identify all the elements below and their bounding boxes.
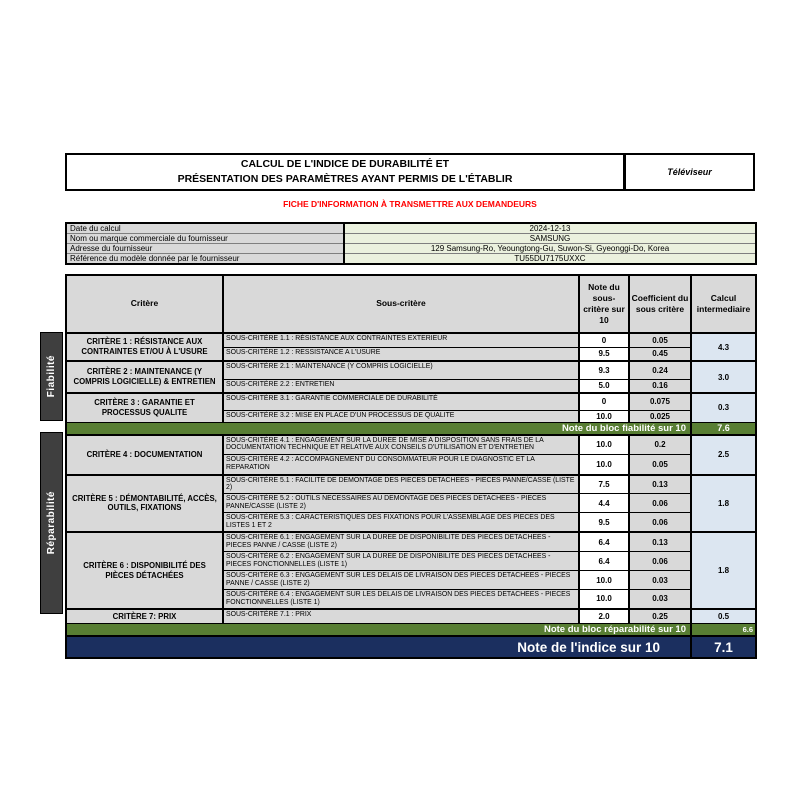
subcriterion-cell: SOUS-CRITÈRE 6.4 : ENGAGEMENT SUR LES DELAIS DE LIVRAISON DES PIECES DETACHEES - PIECES FONCTIONNELLES (LISTE 1) [223,590,579,609]
header-criterion: Critère [66,275,223,333]
page-title-line1: CALCUL DE L'INDICE DE DURABILITÉ ET [240,158,450,170]
coef-cell: 0.025 [629,410,691,422]
page-title [65,153,625,191]
info-label: Date du calcul [66,223,344,234]
info-label: Référence du modèle donnée par le fournisseur [66,254,344,265]
header-subcriterion: Sous-critère [223,275,579,333]
table-row [66,361,756,379]
reparabilite-band-value: 6.6 [691,624,756,637]
score-cell: 10.0 [579,455,629,475]
score-cell: 0 [579,333,629,347]
total-index-label: Note de l'indice sur 10 [66,636,691,658]
info-row-model-ref [66,254,756,265]
subcriterion-cell: SOUS-CRITÈRE 6.1 : ENGAGEMENT SUR LA DUREE DE DISPONIBILITE DES PIECES DETACHEES - PIECES PANNE / CASSE (LISTE 2) [223,532,579,551]
calc-cell: 1.8 [691,475,756,533]
table-row [66,532,756,551]
title-row [65,153,755,191]
coef-cell: 0.03 [629,590,691,609]
table-row [66,435,756,455]
criterion-cell: CRITÈRE 5 : DÉMONTABILITÉ, ACCÈS, OUTILS, FIXATIONS [66,475,223,533]
calc-cell: 1.8 [691,532,756,609]
score-cell: 2.0 [579,609,629,624]
subcriterion-cell: SOUS-CRITÈRE 3.1 : GARANTIE COMMERCIALE DE DURABILITÉ [223,393,579,410]
calc-cell: 2.5 [691,435,756,475]
device-label: Téléviseur [625,153,755,191]
subcriterion-cell: SOUS-CRITÈRE 7.1 : PRIX [223,609,579,624]
fiabilite-score-band [66,422,756,435]
info-value: SAMSUNG [344,234,756,244]
header-score: Note du sous-critère sur 10 [579,275,629,333]
score-cell: 4.4 [579,494,629,513]
coef-cell: 0.2 [629,435,691,455]
info-row-date [66,223,756,234]
coef-cell: 0.16 [629,379,691,393]
criterion-cell: CRITÈRE 7: PRIX [66,609,223,624]
criterion-cell: CRITÈRE 2 : MAINTENANCE (Y COMPRIS LOGICIELLE) & ENTRETIEN [66,361,223,393]
table-row [66,475,756,494]
fiabilite-block-bar [40,332,63,421]
coef-cell: 0.075 [629,393,691,410]
score-cell: 5.0 [579,379,629,393]
coef-cell: 0.13 [629,532,691,551]
fiabilite-band-label: Note du bloc fiabilité sur 10 [66,422,691,435]
reparabilite-score-band [66,624,756,637]
page-title-line2: PRÉSENTATION DES PARAMÈTRES AYANT PERMIS DE L'ÉTABLIR [177,173,513,186]
score-cell: 10.0 [579,435,629,455]
criterion-cell: CRITÈRE 4 : DOCUMENTATION [66,435,223,475]
coef-cell: 0.24 [629,361,691,379]
info-value: 2024-12-13 [344,223,756,234]
coef-cell: 0.25 [629,609,691,624]
table-row [66,393,756,410]
info-row-brand [66,234,756,244]
score-cell: 10.0 [579,410,629,422]
score-cell: 9.5 [579,347,629,361]
subtitle: FICHE D'INFORMATION À TRANSMETTRE AUX DEMANDEURS [283,199,537,209]
score-cell: 0 [579,393,629,410]
criterion-cell: CRITÈRE 3 : GARANTIE ET PROCESSUS QUALITE [66,393,223,422]
subcriterion-cell: SOUS-CRITÈRE 3.2 : MISE EN PLACE D'UN PROCESSUS DE QUALITE [223,410,579,422]
calc-cell: 0.5 [691,609,756,624]
score-cell: 7.5 [579,475,629,494]
score-cell: 9.5 [579,513,629,532]
table-row [66,609,756,624]
subcriterion-cell: SOUS-CRITÈRE 5.2 : OUTILS NECESSAIRES AU DEMONTAGE DES PIECES DETACHEES - PIECES PANNE/CASSE (LISTE 2) [223,494,579,513]
calc-cell: 4.3 [691,333,756,361]
reparabilite-band-label: Note du bloc réparabilité sur 10 [66,624,691,637]
score-cell: 6.4 [579,552,629,571]
subcriterion-cell: SOUS-CRITÈRE 5.3 : CARACTERISTIQUES DES FIXATIONS POUR L'ASSEMBLAGE DES PIECES DES LISTES 1 ET 2 [223,513,579,532]
criteria-table [65,274,757,659]
subcriterion-cell: SOUS-CRITÈRE 2.2 : ENTRETIEN [223,379,579,393]
subcriterion-cell: SOUS-CRITÈRE 1.1 : RÉSISTANCE AUX CONTRAINTES EXTERIEUR [223,333,579,347]
total-index-row [66,636,756,658]
subcriterion-cell: SOUS-CRITÈRE 4.2 : ACCOMPAGNEMENT DU CONSOMMATEUR POUR LE DIAGNOSTIC ET LA REPARATION [223,455,579,475]
subcriterion-cell: SOUS-CRITÈRE 6.3 : ENGAGEMENT SUR LES DELAIS DE LIVRAISON DES PIECES DETACHEES - PIECES PANNE / CASSE (LISTE 2) [223,571,579,590]
coef-cell: 0.13 [629,475,691,494]
header-calc: Calcul intermediaire [691,275,756,333]
coef-cell: 0.03 [629,571,691,590]
score-cell: 9.3 [579,361,629,379]
coef-cell: 0.05 [629,333,691,347]
header-coefficient: Coefficient du sous critère [629,275,691,333]
subcriterion-cell: SOUS-CRITÈRE 6.2 : ENGAGEMENT SUR LA DUREE DE DISPONIBILITE DES PIECES DETACHEES - PIECES FONCTIONNELLES (LISTE 1) [223,552,579,571]
info-value: 129 Samsung-Ro, Yeoungtong-Gu, Suwon-Si, Gyeonggi-Do, Korea [344,244,756,254]
score-cell: 6.4 [579,532,629,551]
score-cell: 10.0 [579,590,629,609]
reparabilite-block-label: Réparabilité [46,491,57,555]
subcriterion-cell: SOUS-CRITÈRE 2.1 : MAINTENANCE (Y COMPRIS LOGICIELLE) [223,361,579,379]
coef-cell: 0.05 [629,455,691,475]
supplier-info-table [65,222,757,265]
info-label: Nom ou marque commerciale du fournisseur [66,234,344,244]
criterion-cell: CRITÈRE 6 : DISPONIBILITÉ DES PIÈCES DÉTACHÉES [66,532,223,609]
calc-cell: 3.0 [691,361,756,393]
fiabilite-band-value: 7.6 [691,422,756,435]
coef-cell: 0.06 [629,494,691,513]
reparabilite-block-bar [40,432,63,614]
total-index-value: 7.1 [691,636,756,658]
coef-cell: 0.06 [629,513,691,532]
table-row [66,333,756,347]
info-label: Adresse du fournisseur [66,244,344,254]
table-header-row [66,275,756,333]
subcriterion-cell: SOUS-CRITÈRE 1.2 : RESSISTANCE A L'USURE [223,347,579,361]
subcriterion-cell: SOUS-CRITÈRE 4.1 : ENGAGEMENT SUR LA DUREE DE MISE A DISPOSITION SANS FRAIS DE LA DOCUMENTATION TECHNIQUE ET RELATIVE AUX CONSEILS D'UTILISATION ET D'ENTRETIEN [223,435,579,455]
coef-cell: 0.06 [629,552,691,571]
score-cell: 10.0 [579,571,629,590]
criterion-cell: CRITÈRE 1 : RÉSISTANCE AUX CONTRAINTES ET/OU À L'USURE [66,333,223,361]
calc-cell: 0.3 [691,393,756,422]
info-row-address [66,244,756,254]
info-value: TU55DU7175UXXC [344,254,756,265]
subcriterion-cell: SOUS-CRITÈRE 5.1 : FACILITE DE DEMONTAGE DES PIECES DETACHEES - PIECES PANNE/CASSE (LISTE 2) [223,475,579,494]
fiabilite-block-label: Fiabilité [46,355,57,398]
coef-cell: 0.45 [629,347,691,361]
